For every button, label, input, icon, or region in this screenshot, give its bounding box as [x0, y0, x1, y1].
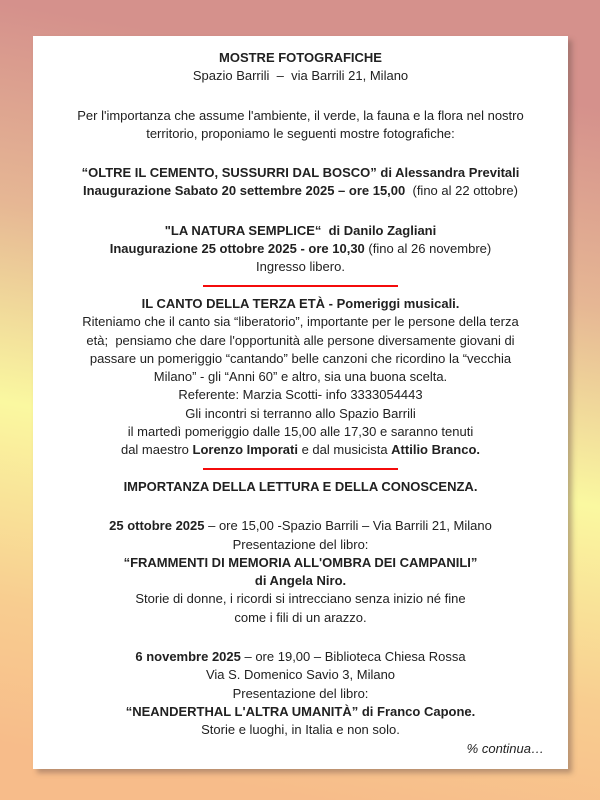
doc-line-segment: 25 ottobre 2025 [109, 518, 205, 534]
blank-line [57, 201, 544, 222]
doc-line [57, 313, 544, 331]
doc-lines [33, 36, 568, 758]
doc-line-segment: Storie di donne, i ricordi si intrecciano senza inizio né fine [135, 591, 466, 607]
doc-line [57, 685, 544, 703]
red-divider-row [57, 460, 544, 478]
venue-line [57, 67, 544, 85]
doc-line-segment: 6 novembre 2025 [135, 649, 241, 665]
doc-line [57, 609, 544, 627]
doc-line [57, 441, 544, 459]
doc-line [57, 572, 544, 590]
doc-line-segment: e dal musicista [297, 442, 392, 458]
doc-line [57, 107, 544, 125]
doc-line-segment: IMPORTANZA DELLA LETTURA E DELLA CONOSCENZA. [123, 478, 478, 494]
doc-line-segment: Ingresso libero. [256, 259, 345, 275]
event-title [57, 703, 544, 721]
doc-line-segment: passare un pomeriggio “cantando” belle canzoni che ricordino la “vecchia [89, 350, 512, 366]
doc-line-segment: dal maestro [120, 442, 193, 458]
red-divider-line [203, 468, 398, 471]
event-title [57, 164, 544, 182]
doc-line [57, 368, 544, 386]
doc-line-segment: Gli incontri si terranno allo Spazio Barrili [185, 405, 416, 421]
doc-line-segment: MOSTRE FOTOGRAFICHE [219, 50, 382, 65]
doc-line-segment: Per l'importanza che assume l'ambiente, il verde, la fauna e la flora nel nostro [77, 107, 524, 123]
page-title [57, 49, 544, 67]
doc-line [57, 125, 544, 143]
doc-line-segment: di Angela Niro. [254, 573, 347, 589]
doc-line [57, 648, 544, 666]
doc-line [57, 517, 544, 535]
doc-line [57, 240, 544, 258]
doc-line-segment: Via S. Domenico Savio 3, Milano [205, 667, 396, 683]
blank-line [57, 627, 544, 648]
doc-line-segment: come i fili di un arazzo. [234, 609, 367, 625]
doc-line [57, 666, 544, 684]
doc-line [57, 258, 544, 276]
red-divider-line [203, 285, 398, 288]
section-title [57, 295, 544, 313]
doc-line [57, 590, 544, 608]
doc-line-segment: Inaugurazione Sabato 20 settembre 2025 – ore 15,00 [83, 183, 406, 199]
doc-line-segment: (fino al 22 ottobre) [405, 183, 518, 199]
blank-line [57, 143, 544, 164]
doc-line-segment: “NEANDERTHAL L'ALTRA UMANITÀ” di Franco Capone. [125, 703, 476, 719]
doc-line-segment: Riteniamo che il canto sia “liberatorio”, importante per le persone della terza [82, 314, 519, 330]
doc-line-segment: “OLTRE IL CEMENTO, SUSSURRI DAL BOSCO” di Alessandra Previtali [81, 165, 520, 181]
doc-line-segment: territorio, proponiamo le seguenti mostre fotografiche: [146, 125, 455, 141]
doc-line [57, 721, 544, 739]
doc-line-segment: Inaugurazione 25 ottobre 2025 - ore 10,30 [109, 241, 365, 257]
doc-line-segment: il martedì pomeriggio dalle 15,00 alle 17,30 e saranno tenuti [127, 424, 474, 440]
doc-line-segment: età; pensiamo che dare l'opportunità alle persone diversamente giovani di [86, 332, 515, 348]
doc-line-segment: % continua… [466, 740, 544, 756]
event-title [57, 222, 544, 240]
doc-line [57, 386, 544, 404]
continua-note [57, 740, 544, 758]
doc-line [57, 405, 544, 423]
doc-line-segment: Spazio Barrili – via Barrili 21, Milano [192, 68, 409, 84]
blank-line [57, 86, 544, 107]
red-divider-row [57, 277, 544, 295]
doc-line-segment: “FRAMMENTI DI MEMORIA ALL'OMBRA DEI CAMPANILI” [123, 554, 478, 570]
section-title [57, 478, 544, 496]
doc-line-segment: Attilio Branco. [391, 442, 481, 458]
doc-line [57, 182, 544, 200]
doc-line-segment: Milano” - gli “Anni 60” e altro, sia una buona scelta. [153, 369, 448, 385]
doc-line [57, 350, 544, 368]
doc-line-segment: – ore 15,00 -Spazio Barrili – Via Barrili 21, Milano [204, 518, 492, 534]
blank-line [57, 496, 544, 517]
doc-line-segment: Storie e luoghi, in Italia e non solo. [201, 722, 400, 738]
doc-line-segment: Lorenzo Imporati [192, 442, 298, 458]
doc-line-segment: (fino al 26 novembre) [364, 241, 492, 257]
doc-line [57, 536, 544, 554]
event-title [57, 554, 544, 572]
doc-line-segment: – ore 19,00 – Biblioteca Chiesa Rossa [240, 649, 466, 665]
doc-line-segment: Presentazione del libro: [232, 685, 369, 701]
doc-line-segment: Presentazione del libro: [232, 536, 369, 552]
doc-line-segment: Referente: Marzia Scotti- info 3333054443 [178, 387, 423, 403]
doc-line-segment: IL CANTO DELLA TERZA ETÀ - Pomeriggi musicali. [141, 295, 460, 311]
flyer-panel [33, 36, 568, 769]
doc-line [57, 332, 544, 350]
doc-line [57, 423, 544, 441]
doc-line-segment: "LA NATURA SEMPLICE“ di Danilo Zagliani [164, 222, 437, 238]
